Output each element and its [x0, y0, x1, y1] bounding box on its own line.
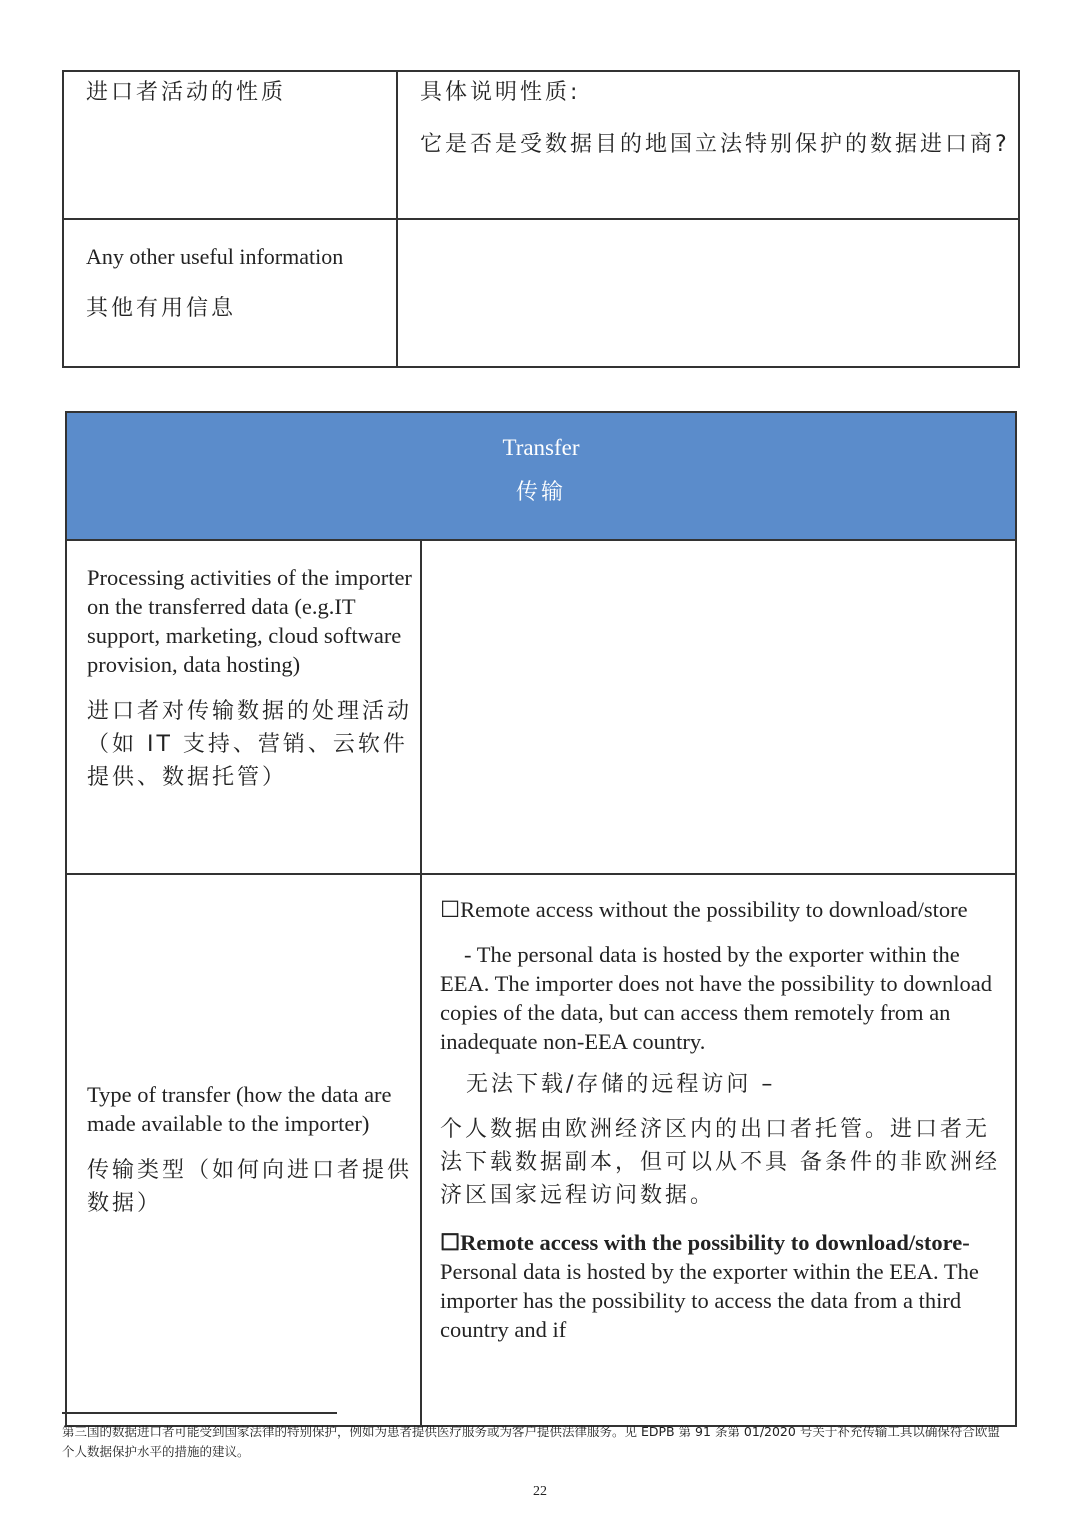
importer-table: [62, 70, 1020, 368]
table-cell: [421, 874, 1016, 1426]
row-label-en: Processing activities of the importer on the transferred data (e.g.IT support, marketing, cloud software provision, data hosting): [87, 565, 412, 677]
option-remote-no-download-title-zh: 无法下载/存储的远程访问 –: [466, 1072, 776, 1097]
row-label-en: Type of transfer (how the data are made available to the importer): [87, 1082, 392, 1136]
table-cell: [397, 71, 1019, 219]
option-remote-with-download-desc: Personal data is hosted by the exporter within the EEA. The importer has the possibility to access the data from a third country and if: [440, 1259, 979, 1342]
row-label: 进口者活动的性质: [86, 80, 287, 105]
nature-question: 它是否是受数据目的地国立法特别保护的数据进口商?: [420, 132, 1010, 157]
row-label-zh: 传输类型（如何向进口者提供数据）: [87, 1158, 413, 1216]
header-title-zh: 传输: [515, 480, 566, 505]
table-row: [63, 71, 1019, 219]
table-header-row: [66, 412, 1016, 540]
table-cell: [63, 71, 397, 219]
option-remote-with-download-title: ☐Remote access with the possibility to download/store-: [440, 1230, 970, 1255]
header-title-en: Transfer: [502, 435, 580, 460]
row-label-zh: 其他有用信息: [86, 296, 237, 321]
footnote: 第三国的数据进口者可能受到国家法律的特别保护，例如为患者提供医疗服务或为客户提供法律服务。见 EDPB 第 91 条第 01/2020 号关于补充传输工具以确保符合欧盟个人数据保护水平的措施的建议。: [62, 1424, 1000, 1459]
option-remote-no-download-desc: - The personal data is hosted by the exporter within the EEA. The importer does not have the possibility to download copies of the data, but can access them remotely from an inadequate non-EEA country.: [440, 942, 992, 1054]
row-label-zh: 进口者对传输数据的处理活动（如 IT 支持、营销、云软件提供、数据托管）: [87, 699, 413, 790]
table-row: [66, 540, 1016, 874]
footnote-separator: [62, 1412, 337, 1414]
nature-instruction: 具体说明性质:: [420, 80, 581, 105]
transfer-options: [440, 895, 1009, 1405]
option-remote-with-download: [440, 1228, 1009, 1344]
option-remote-no-download-title: ☐Remote access without the possibility to download/store: [440, 897, 968, 922]
table-cell: [66, 540, 421, 874]
row-label-en: Any other useful information: [86, 244, 344, 269]
table-row: [63, 219, 1019, 367]
page-number: 22: [533, 1484, 547, 1499]
table-header: [66, 412, 1016, 540]
table-cell-empty: [421, 540, 1016, 874]
table-cell-empty: [397, 219, 1019, 367]
option-remote-no-download-desc-zh: 个人数据由欧洲经济区内的出口者托管。进口者无法下载数据副本，但可以从不具 备条件的非欧洲经济区国家远程访问数据。: [440, 1117, 1000, 1208]
table-cell: [66, 874, 421, 1426]
table-cell: [63, 219, 397, 367]
transfer-table: [65, 411, 1017, 1427]
table-row: [66, 874, 1016, 1426]
